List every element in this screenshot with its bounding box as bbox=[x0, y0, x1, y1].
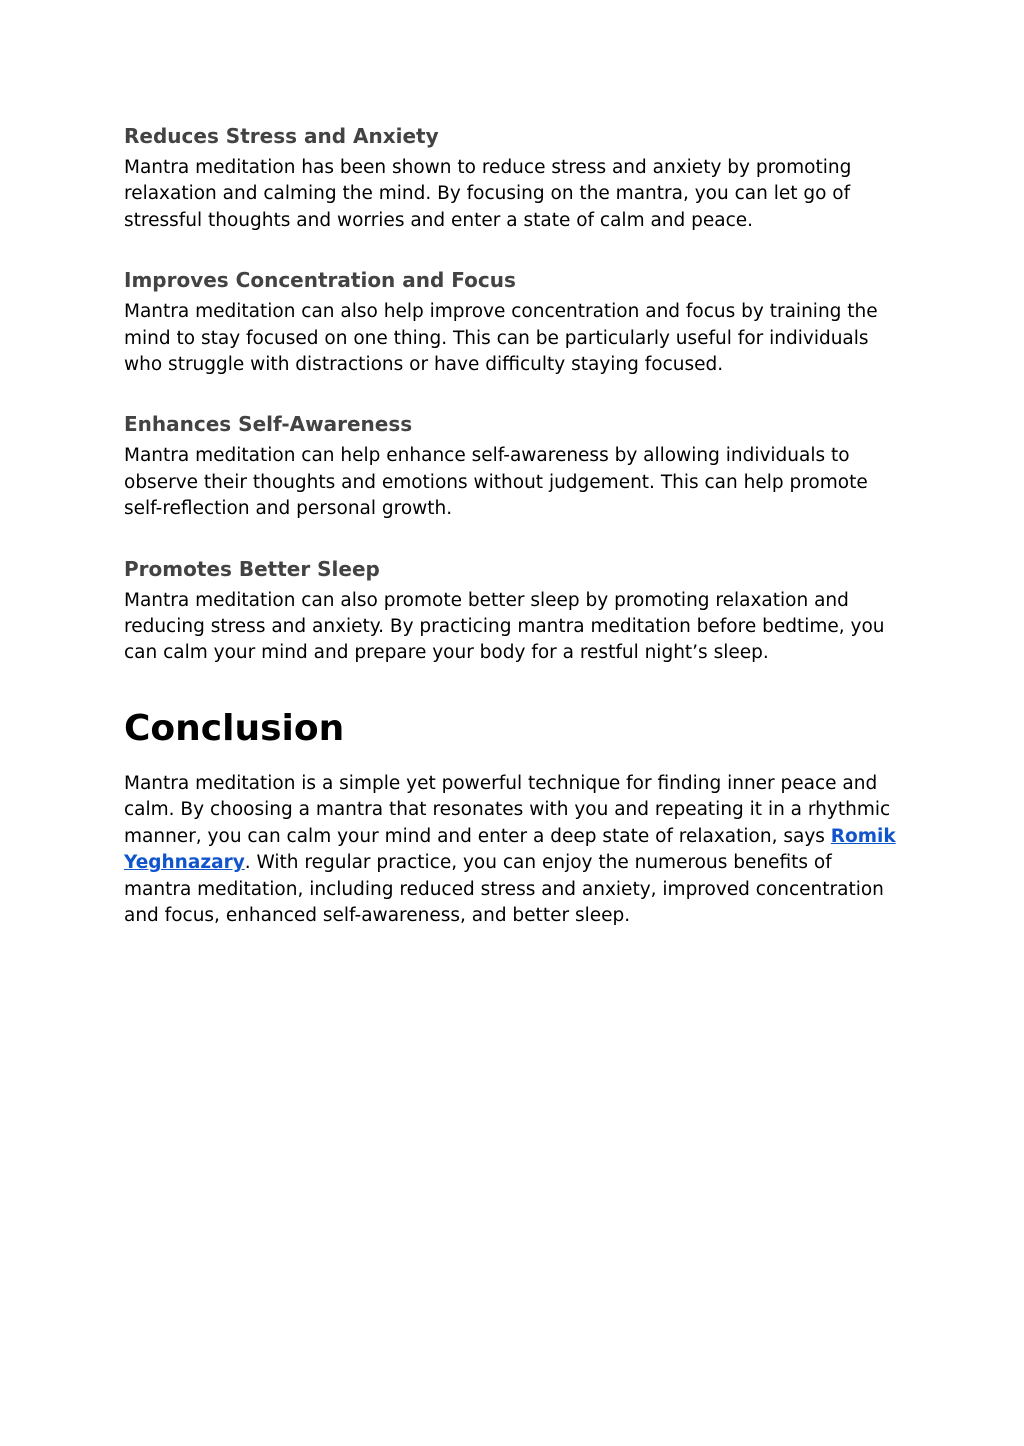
conclusion-text-after-link: . With regular practice, you can enjoy the numerous benefits of mantra meditation, including reduced stress and anxiety, improved concentration and focus, enhanced self-awareness, and better sleep. bbox=[124, 852, 884, 926]
section-paragraph: Mantra meditation has been shown to reduce stress and anxiety by promoting relaxation and calming the mind. By focusing on the mantra, you can let go of stressful thoughts and worries and enter a state of calm and peace. bbox=[124, 157, 852, 231]
section-reduces-stress bbox=[124, 120, 904, 234]
section-promotes-sleep bbox=[124, 553, 904, 667]
section-paragraph: Mantra meditation can help enhance self-awareness by allowing individuals to observe their thoughts and emotions without judgement. This can help promote self-reflection and personal growth. bbox=[124, 445, 868, 520]
section-paragraph: Mantra meditation can also promote better sleep by promoting relaxation and reducing stress and anxiety. By practicing mantra meditation before bedtime, you can calm your mind and prepare your body for a restful night’s sleep. bbox=[124, 589, 885, 664]
conclusion-heading: Conclusion bbox=[124, 707, 345, 749]
section-heading: Promotes Better Sleep bbox=[124, 556, 380, 581]
conclusion-paragraph bbox=[124, 771, 904, 929]
conclusion-text-before-link: Mantra meditation is a simple yet powerful technique for finding inner peace and calm. By choosing a mantra that resonates with you and repeating it in a rhythmic manner, you can calm your mind and enter a deep state of relaxation, says bbox=[124, 772, 891, 847]
author-link[interactable]: Romik Yeghnazary bbox=[124, 825, 896, 874]
section-improves-concentration bbox=[124, 264, 904, 378]
section-heading: Improves Concentration and Focus bbox=[124, 268, 516, 293]
section-paragraph: Mantra meditation can also help improve concentration and focus by training the mind to stay focused on one thing. This can be particularly useful for individuals who struggle with distractions or have difficulty staying focused. bbox=[124, 301, 878, 376]
section-heading: Reduces Stress and Anxiety bbox=[124, 124, 439, 148]
document-page bbox=[124, 120, 904, 929]
section-heading: Enhances Self-Awareness bbox=[124, 412, 413, 437]
section-enhances-self-awareness bbox=[124, 408, 904, 522]
